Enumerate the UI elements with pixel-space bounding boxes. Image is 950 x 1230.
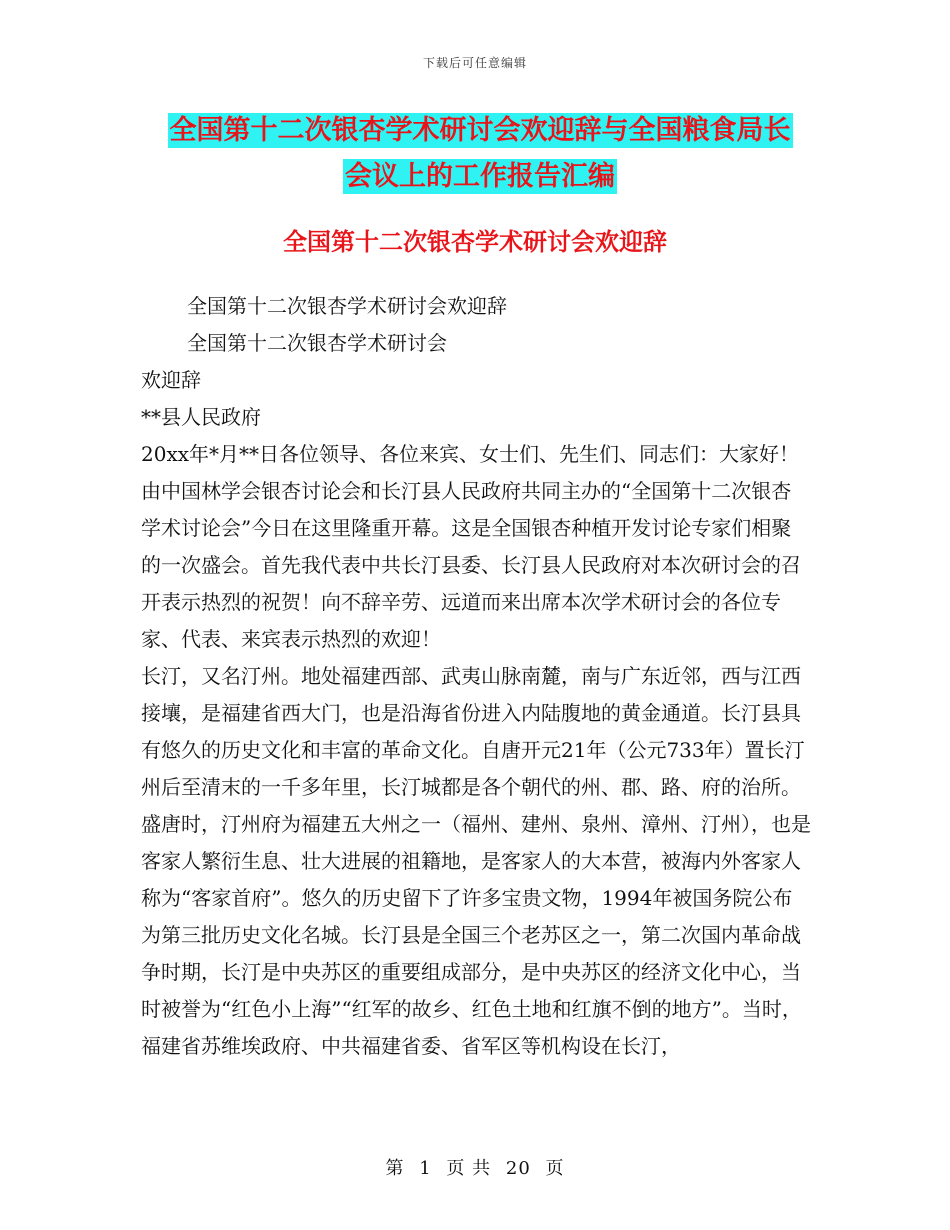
footer-prefix: 第 [385,1158,405,1179]
paragraph: 长汀，又名汀州。地处福建西部、武夷山脉南麓，南与广东近邻，西与江西接壤，是福建省西大门，也是沿海省份进入内陆腹地的黄金通道。长汀县具有悠久的历史文化和丰富的革命文化。自唐开元21年（公元733年）置长汀州后至清末的一千多年里，长汀城都是各个朝代的州、郡、路、府的治所。盛唐时，汀州府为福建五大州之一（福州、建州、泉州、漳州、汀州），也是客家人繁衍生息、壮大进展的祖籍地，是客家人的大本营，被海内外客家人称为“客家首府”。悠久的历史留下了许多宝贵文物，1994年被国务院公布为第三批历史文化名城。长汀县是全国三个老苏区之一，第二次国内革命战争时期，长汀是中央苏区的重要组成部分，是中央苏区的经济文化中心，当时被誉为“红色小上海”“红军的故乡、红色土地和红旗不倒的地方”。当时，福建省苏维埃政府、中共福建省委、省军区等机构设在长汀， [141,664,811,1058]
paragraph: 20xx年*月**日各位领导、各位来宾、女士们、先生们、同志们：大家好！由中国林学会银杏讨论会和长汀县人民政府共同主办的“全国第十二次银杏学术讨论会”今日在这里隆重开幕。这是全国银杏种植开发讨论专家们相聚的一次盛会。首先我代表中共长汀县委、长汀县人民政府对本次研讨会的召开表示热烈的祝贺！向不辞辛劳、远道而来出席本次学术研讨会的各位专家、代表、来宾表示热烈的欢迎！ [141,442,801,651]
footer-middle: 页 共 [446,1158,492,1179]
paragraph: **县人民政府 [141,405,261,429]
title-line-1: 全国第十二次银杏学术研讨会欢迎辞与全国粮食局长 [169,115,791,146]
footer-suffix: 页 [545,1158,565,1179]
footer-total-pages: 20 [505,1158,531,1179]
document-title [140,108,820,200]
title-line-2: 会议上的工作报告汇编 [345,161,615,192]
document-body [141,288,811,1065]
section-title: 全国第十二次银杏学术研讨会欢迎辞 [283,227,667,256]
header-note: 下载后可任意编辑 [422,56,527,70]
paragraph: 全国第十二次银杏学术研讨会 [187,331,447,355]
page-footer [0,1154,950,1180]
paragraph: 欢迎辞 [141,368,201,392]
paragraph: 全国第十二次银杏学术研讨会欢迎辞 [187,294,507,318]
footer-page-number: 1 [419,1158,432,1179]
